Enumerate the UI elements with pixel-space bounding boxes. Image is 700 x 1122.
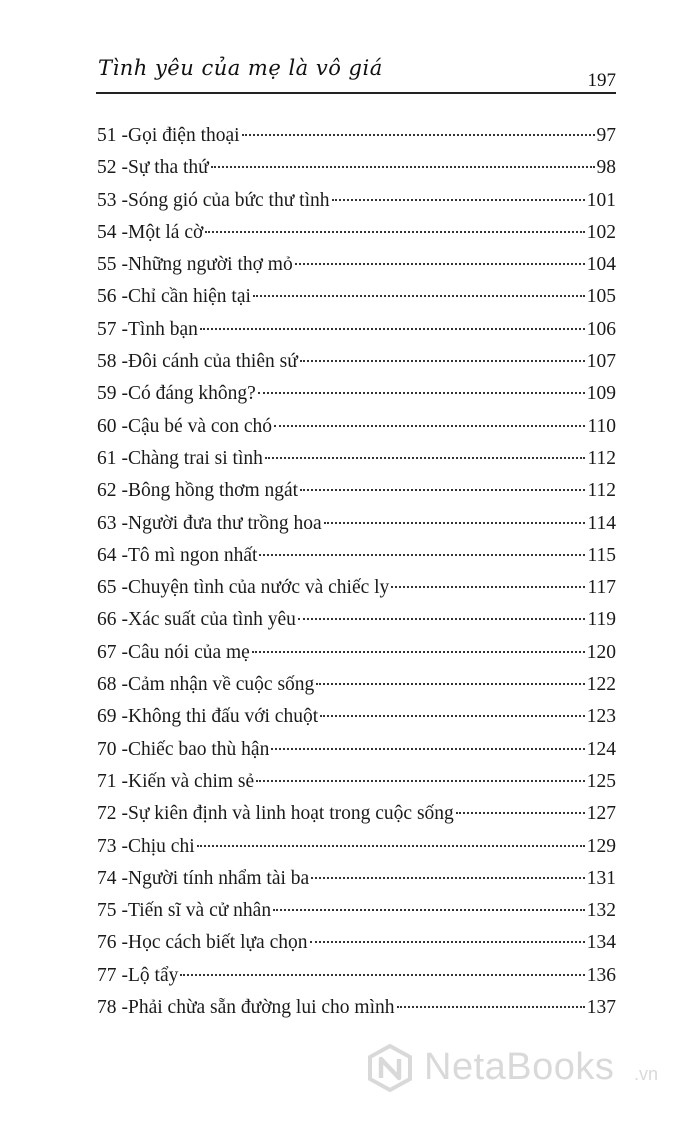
toc-entry-page: 102 (586, 221, 616, 243)
toc-entry-page: 117 (587, 577, 616, 599)
toc-entry (97, 540, 616, 572)
dot-leader (300, 360, 585, 362)
toc-entry-title: Lộ tẩy (128, 964, 179, 986)
toc-entry-page: 119 (587, 609, 616, 631)
toc-entry (97, 378, 616, 410)
running-title: Tình yêu của mẹ là vô giá (98, 56, 383, 80)
toc-entry-page: 114 (587, 512, 616, 534)
toc-entry-number: 57 (97, 318, 117, 340)
toc-entry-number: 75 (97, 900, 117, 922)
toc-entry-number: 78 (97, 997, 117, 1019)
toc-entry-title: Chịu chi (128, 835, 195, 857)
toc-entry (97, 766, 616, 798)
toc-entry-number: 52 (97, 157, 117, 179)
toc-entry (97, 734, 616, 766)
toc-entry-number: 66 (97, 609, 117, 631)
n-hexagon-logo-icon (366, 1044, 414, 1092)
toc-entry-title: Chuyện tình của nước và chiếc ly (128, 577, 390, 599)
toc-entry-number: 72 (97, 803, 117, 825)
toc-entry (97, 927, 616, 959)
toc-entry-page: 124 (586, 738, 616, 760)
toc-entry-page: 125 (586, 770, 616, 792)
toc-entry-title: Người đưa thư trồng hoa (128, 512, 322, 534)
toc-entry-title: Có đáng không? (128, 383, 256, 405)
toc-entry-separator: - (121, 932, 128, 954)
toc-entry (97, 669, 616, 701)
watermark-brand: NetaBooks (424, 1046, 615, 1088)
dot-leader (200, 328, 585, 330)
dot-leader (298, 618, 586, 620)
toc-entry-separator: - (121, 415, 128, 437)
toc-entry-number: 63 (97, 512, 117, 534)
toc-entry (97, 992, 616, 1024)
dot-leader (324, 522, 586, 524)
toc-entry (97, 314, 616, 346)
toc-entry-page: 110 (587, 415, 616, 437)
dot-leader (320, 715, 585, 717)
toc-entry (97, 895, 616, 927)
toc-entry (97, 572, 616, 604)
toc-entry-number: 70 (97, 738, 117, 760)
toc-entry (97, 604, 616, 636)
toc-entry-page: 106 (586, 318, 616, 340)
toc-entry-page: 107 (586, 351, 616, 373)
toc-entry (97, 863, 616, 895)
toc-entry-separator: - (121, 577, 128, 599)
dot-leader (332, 199, 585, 201)
toc-entry (97, 637, 616, 669)
dot-leader (310, 941, 585, 943)
toc-entry (97, 185, 616, 217)
dot-leader (316, 683, 584, 685)
toc-entry (97, 281, 616, 313)
toc-entry (97, 411, 616, 443)
toc-entry-title: Học cách biết lựa chọn (128, 932, 308, 954)
toc-entry (97, 443, 616, 475)
toc-entry-separator: - (121, 286, 128, 308)
toc-entry-page: 104 (586, 254, 616, 276)
toc-entry-number: 68 (97, 674, 117, 696)
dot-leader (397, 1006, 585, 1008)
toc-entry-title: Những người thợ mỏ (128, 254, 293, 276)
toc-entry-separator: - (121, 641, 128, 663)
toc-entry-separator: - (121, 318, 128, 340)
toc-entry-page: 136 (586, 964, 616, 986)
dot-leader (253, 295, 585, 297)
toc-entry-separator: - (121, 997, 128, 1019)
toc-entry-separator: - (121, 480, 128, 502)
toc-entry (97, 960, 616, 992)
dot-leader (197, 845, 585, 847)
toc-entry-page: 109 (586, 383, 616, 405)
toc-entry-title: Bông hồng thơm ngát (128, 480, 299, 502)
dot-leader (205, 231, 584, 233)
dot-leader (273, 909, 585, 911)
dot-leader (271, 748, 584, 750)
toc-entry-separator: - (121, 125, 128, 146)
toc-entry-page: 122 (586, 674, 616, 696)
toc-entry (97, 346, 616, 378)
toc-entry-page: 120 (586, 641, 616, 663)
toc-entry-title: Sóng gió của bức thư tình (128, 189, 330, 211)
toc-entry-separator: - (121, 383, 128, 405)
toc-entry (97, 701, 616, 733)
toc-entry (97, 152, 616, 184)
toc-entry-title: Xác suất của tình yêu (128, 609, 296, 631)
toc-entry-title: Tình bạn (128, 318, 198, 340)
toc-entry-title: Sự kiên định và linh hoạt trong cuộc sống (128, 803, 454, 825)
toc-entry-title: Tiến sĩ và cử nhân (128, 900, 272, 922)
toc-entry-number: 71 (97, 770, 117, 792)
dot-leader (180, 974, 584, 976)
dot-leader (295, 263, 585, 265)
toc-entry-title: Tô mì ngon nhất (128, 544, 258, 566)
toc-entry-page: 112 (587, 447, 616, 469)
toc-entry-separator: - (121, 738, 128, 760)
toc-entry-separator: - (121, 706, 128, 728)
toc-entry-separator: - (121, 351, 128, 373)
toc-entry-page: 131 (586, 867, 616, 889)
toc-entry (97, 249, 616, 281)
dot-leader (211, 166, 595, 168)
toc-entry-number: 69 (97, 706, 117, 728)
dot-leader (311, 877, 585, 879)
toc-entry-page: 98 (596, 157, 616, 179)
toc-entry-title: Chàng trai si tình (128, 447, 263, 469)
dot-leader (242, 134, 595, 136)
toc-entry-page: 137 (586, 997, 616, 1019)
table-of-contents (97, 120, 616, 1024)
toc-entry-title: Phải chừa sẵn đường lui cho mình (128, 997, 395, 1019)
toc-entry-title: Cậu bé và con chó (128, 415, 273, 437)
toc-entry-number: 62 (97, 480, 117, 502)
dot-leader (256, 780, 585, 782)
toc-entry (97, 475, 616, 507)
toc-entry-separator: - (121, 254, 128, 276)
toc-entry-title: Một lá cờ (128, 221, 204, 243)
toc-entry-page: 132 (586, 900, 616, 922)
toc-entry-page: 101 (586, 189, 616, 211)
toc-entry-title: Chiếc bao thù hận (128, 738, 270, 760)
toc-entry-separator: - (121, 544, 128, 566)
toc-entry-number: 73 (97, 835, 117, 857)
toc-entry-separator: - (121, 609, 128, 631)
toc-entry (97, 508, 616, 540)
toc-entry (97, 798, 616, 830)
toc-entry-separator: - (121, 189, 128, 211)
toc-entry-title: Không thi đấu với chuột (128, 706, 319, 728)
toc-entry-title: Kiến và chim sẻ (128, 770, 255, 792)
toc-entry-number: 51 (97, 125, 117, 146)
dot-leader (456, 812, 585, 814)
dot-leader (274, 425, 585, 427)
toc-entry-number: 77 (97, 964, 117, 986)
toc-entry-title: Người tính nhẩm tài ba (128, 867, 310, 889)
toc-entry-separator: - (121, 447, 128, 469)
toc-entry-page: 97 (596, 125, 616, 146)
header-rule (96, 92, 616, 94)
toc-entry (97, 120, 616, 152)
toc-entry-number: 76 (97, 932, 117, 954)
toc-entry-separator: - (121, 674, 128, 696)
toc-entry-number: 74 (97, 867, 117, 889)
toc-entry-title: Chỉ cần hiện tại (128, 286, 251, 308)
toc-entry-number: 65 (97, 577, 117, 599)
toc-entry-number: 56 (97, 286, 117, 308)
toc-entry-number: 55 (97, 254, 117, 276)
dot-leader (259, 554, 585, 556)
toc-entry-page: 123 (586, 706, 616, 728)
toc-entry-page: 129 (586, 835, 616, 857)
toc-entry-separator: - (121, 512, 128, 534)
toc-entry-title: Câu nói của mẹ (128, 641, 250, 663)
page-number: 197 (587, 70, 616, 91)
watermark-suffix: .vn (634, 1064, 659, 1084)
toc-entry-title: Sự tha thứ (128, 157, 209, 179)
toc-entry-separator: - (121, 803, 128, 825)
dot-leader (391, 586, 585, 588)
toc-entry-page: 127 (586, 803, 616, 825)
watermark (366, 1044, 686, 1094)
dot-leader (258, 392, 585, 394)
toc-entry-separator: - (121, 867, 128, 889)
dot-leader (252, 651, 585, 653)
toc-entry (97, 217, 616, 249)
running-header (96, 56, 616, 96)
toc-entry-number: 53 (97, 189, 117, 211)
toc-entry-number: 61 (97, 447, 117, 469)
toc-entry-page: 115 (587, 544, 616, 566)
toc-entry-number: 54 (97, 221, 117, 243)
toc-entry-number: 58 (97, 351, 117, 373)
toc-entry-title: Cảm nhận về cuộc sống (128, 674, 315, 696)
toc-entry-title: Gọi điện thoại (128, 125, 240, 146)
toc-entry-page: 112 (587, 480, 616, 502)
toc-entry-number: 59 (97, 383, 117, 405)
toc-entry-separator: - (121, 964, 128, 986)
toc-entry-page: 134 (586, 932, 616, 954)
toc-entry-title: Đôi cánh của thiên sứ (128, 351, 298, 373)
toc-entry-number: 64 (97, 544, 117, 566)
toc-entry-separator: - (121, 900, 128, 922)
toc-entry-page: 105 (586, 286, 616, 308)
toc-entry-number: 60 (97, 415, 117, 437)
dot-leader (300, 489, 585, 491)
toc-entry-number: 67 (97, 641, 117, 663)
toc-entry-separator: - (121, 157, 128, 179)
toc-entry (97, 831, 616, 863)
toc-entry-separator: - (121, 221, 128, 243)
toc-entry-separator: - (121, 770, 128, 792)
dot-leader (265, 457, 586, 459)
toc-entry-separator: - (121, 835, 128, 857)
